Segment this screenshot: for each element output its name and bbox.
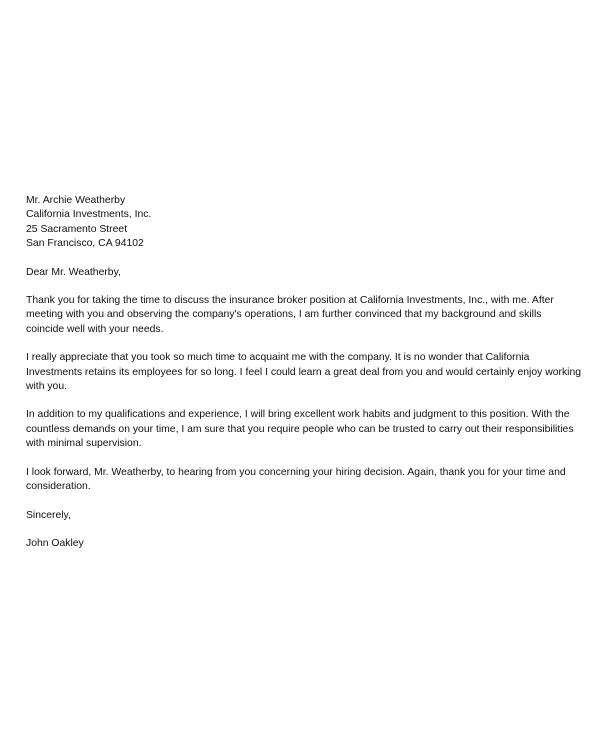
recipient-city: San Francisco, CA 94102 xyxy=(26,238,144,250)
recipient-company: California Investments, Inc. xyxy=(26,209,152,221)
paragraph-follow-up: I look forward, Mr. Weatherby, to hearing from you concerning your hiring decision. Again, thank you for your time and consideration. xyxy=(26,466,566,493)
recipient-address xyxy=(26,194,582,252)
signature-name: John Oakley xyxy=(26,537,84,549)
letter-body xyxy=(26,194,582,551)
paragraph-thanks: Thank you for taking the time to discuss the insurance broker position at California Investments, Inc., with me. After meeting with you and observing the company's operations, I am further convinced that my background and skills coincide well with your needs. xyxy=(26,295,554,335)
salutation: Dear Mr. Weatherby, xyxy=(26,266,121,278)
recipient-name: Mr. Archie Weatherby xyxy=(26,195,126,206)
closing: Sincerely, xyxy=(26,509,71,521)
paragraph-appreciation: I really appreciate that you took so much time to acquaint me with the company. It is no wonder that California Investments retains its employees for so long. I feel I could learn a great deal from you and would certainly enjoy working with you. xyxy=(26,352,582,393)
recipient-street: 25 Sacramento Street xyxy=(26,223,128,235)
paragraph-qualifications: In addition to my qualifications and experience, I will bring excellent work habits and judgment to this position. With the countless demands on your time, I am sure that you require people who can be trusted to carry out their responsibilities with minimal supervision. xyxy=(26,409,574,450)
